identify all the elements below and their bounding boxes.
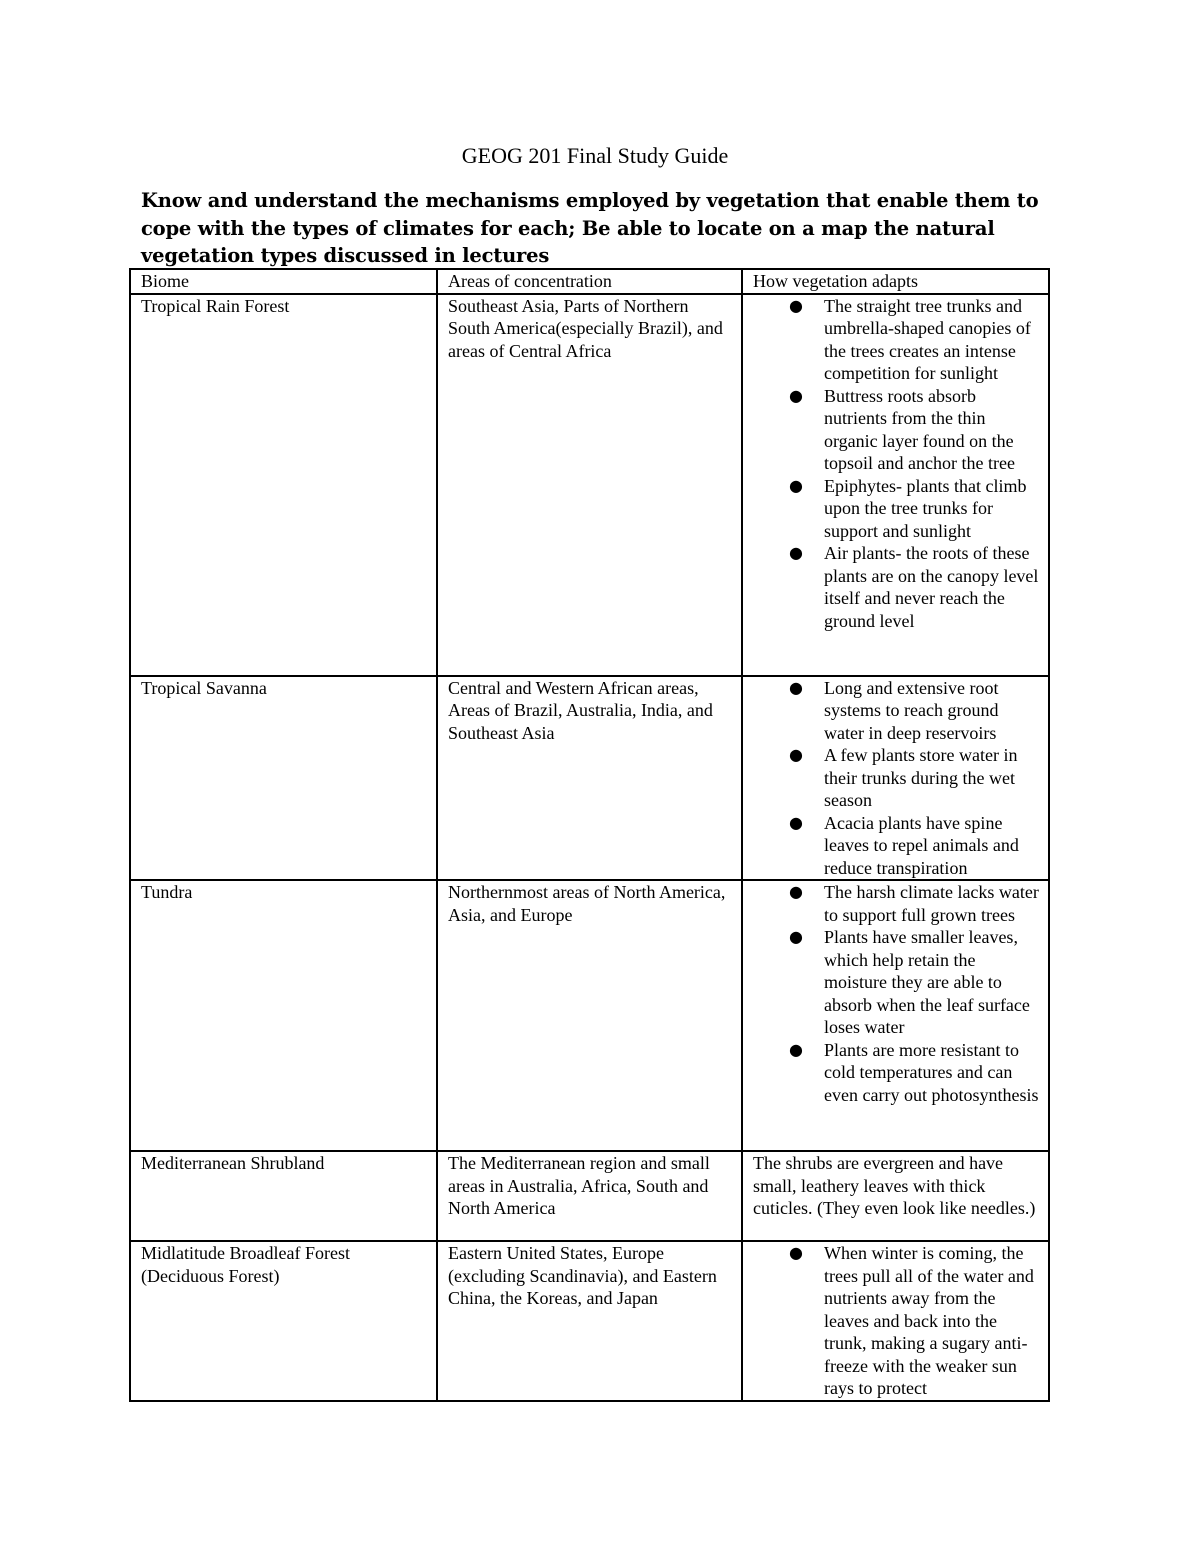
bullet-icon: ● — [789, 543, 803, 562]
bullet-icon: ● — [789, 475, 803, 495]
list-item: ● When winter is coming, the trees pull all of the water and nutrients away from the leaves and back into the trunk, making a sugary anti-freeze with the weaker sun rays to protect — [789, 1243, 1034, 1398]
list-item: ● The harsh climate lacks water to support full grown trees — [789, 882, 1039, 925]
header-adapts: How vegetation adapts — [742, 269, 1049, 294]
bullet-icon: ● — [789, 927, 803, 946]
adapt-cell — [742, 294, 1049, 676]
header-areas: Areas of concentration — [437, 269, 742, 294]
biome-cell: Tropical Savanna — [130, 676, 437, 881]
areas-cell: Central and Western African areas, Areas of Brazil, Australia, India, and Southeast Asia — [437, 676, 742, 881]
table-row — [130, 676, 1049, 881]
biome-table — [129, 268, 1050, 1402]
list-item: ● Plants have smaller leaves, which help retain the moisture they are able to absorb when the leaf surface loses water — [789, 927, 1030, 1037]
areas-cell: Northernmost areas of North America, Asia, and Europe — [437, 880, 742, 1151]
areas-cell: Southeast Asia, Parts of Northern South America(especially Brazil), and areas of Central Africa — [437, 294, 742, 676]
bullet-icon: ● — [789, 295, 803, 315]
page-title: GEOG 201 Final Study Guide — [461, 143, 729, 168]
adaptation-list — [753, 1242, 1040, 1400]
list-item: ● Plants are more resistant to cold temperatures and can even carry out photosynthesis — [789, 1039, 1039, 1105]
table-header-row — [130, 269, 1049, 294]
biome-cell: Tropical Rain Forest — [130, 294, 437, 676]
table-row — [130, 880, 1049, 1151]
bullet-icon: ● — [789, 1243, 803, 1262]
bullet-icon: ● — [789, 385, 803, 405]
adapt-cell — [742, 676, 1049, 881]
list-item: ● Buttress roots absorb nutrients from the thin organic layer found on the topsoil and anchor the tree — [789, 385, 1015, 473]
bullet-icon: ● — [789, 745, 803, 764]
list-item: ● Long and extensive root systems to reach ground water in deep reservoirs — [789, 677, 999, 743]
adapt-cell: The shrubs are evergreen and have small, leathery leaves with thick cuticles. (They even look like needles.) — [742, 1151, 1049, 1241]
adaptation-list — [753, 881, 1040, 1106]
table-row — [130, 294, 1049, 676]
header-biome: Biome — [130, 269, 437, 294]
intro-instructions: Know and understand the mechanisms employed by vegetation that enable them to cope with the types of climates for each; Be able to locate on a map the natural vegetation types discussed in lectures — [141, 189, 1039, 267]
biome-cell: Tundra — [130, 880, 437, 1151]
table-row — [130, 1241, 1049, 1401]
list-item: ● Epiphytes- plants that climb upon the tree trunks for support and sunlight — [789, 475, 1027, 541]
list-item: ● A few plants store water in their trunks during the wet season — [789, 745, 1018, 810]
adaptation-list — [753, 677, 1040, 880]
table-row — [130, 1151, 1049, 1241]
adapt-cell — [742, 1241, 1049, 1401]
bullet-icon: ● — [789, 1039, 803, 1059]
bullet-icon: ● — [789, 677, 803, 697]
adapt-cell — [742, 880, 1049, 1151]
list-item: ● Acacia plants have spine leaves to repel animals and reduce transpiration — [789, 812, 1019, 878]
list-item: ● Air plants- the roots of these plants are on the canopy level itself and never reach the ground level — [789, 543, 1039, 631]
adaptation-list — [753, 295, 1040, 633]
biome-cell: Mediterranean Shrubland — [130, 1151, 437, 1241]
bullet-icon: ● — [789, 882, 803, 901]
bullet-icon: ● — [789, 812, 803, 832]
areas-cell: Eastern United States, Europe (excluding Scandinavia), and Eastern China, the Koreas, and Japan — [437, 1241, 742, 1401]
list-item: ● The straight tree trunks and umbrella-shaped canopies of the trees creates an intense competition for sunlight — [789, 295, 1031, 383]
biome-cell: Midlatitude Broadleaf Forest (Deciduous Forest) — [130, 1241, 437, 1401]
areas-cell: The Mediterranean region and small areas in Australia, Africa, South and North America — [437, 1151, 742, 1241]
